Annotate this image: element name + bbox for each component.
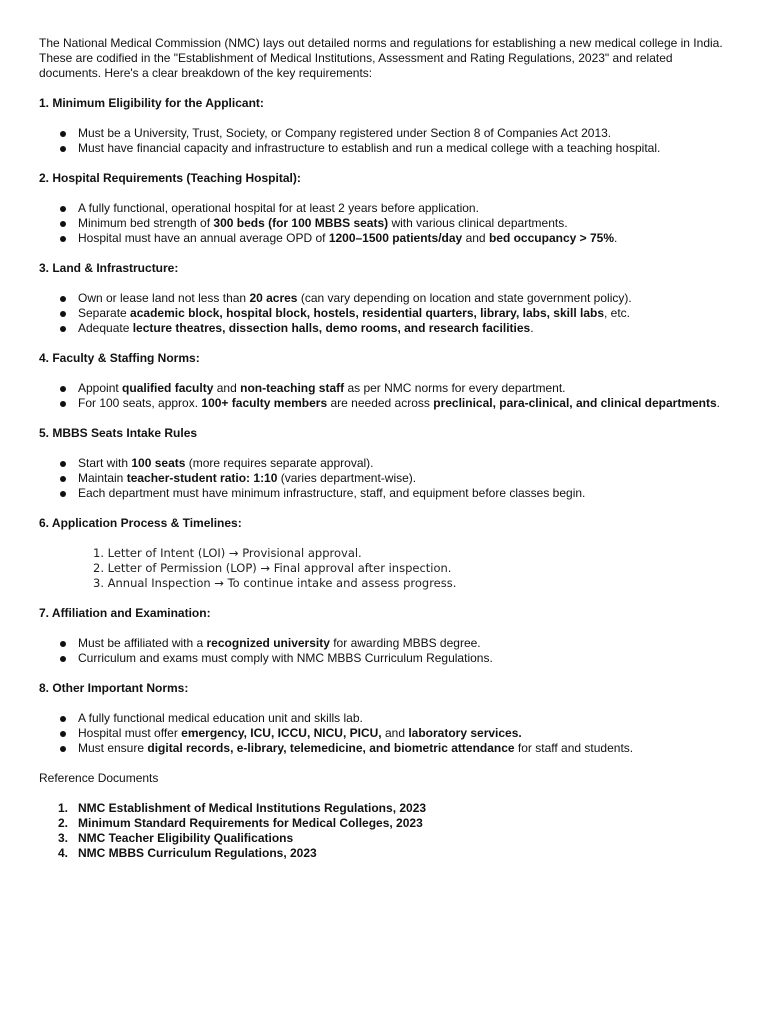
list-item [39, 456, 729, 471]
other-norms-list [39, 711, 729, 756]
bold-text: digital records, e-library, telemedicine, and biometric attendance [147, 741, 515, 755]
seats-list [39, 456, 729, 501]
text-run: (more requires separate approval). [185, 456, 374, 470]
text-run: . [614, 231, 618, 245]
list-item [39, 396, 729, 411]
list-item: Each department must have minimum infrastructure, staff, and equipment before classes begin. [39, 486, 729, 501]
section-title-land: 3. Land & Infrastructure: [39, 261, 179, 275]
reference-number: 3. [58, 831, 69, 845]
text-run: Hospital must offer [78, 726, 182, 740]
application-steps-list [39, 546, 729, 591]
text-run: Must be affiliated with a [78, 636, 207, 650]
text-run: Appoint [78, 381, 123, 395]
list-item: 1. Letter of Intent (LOI) → Provisional approval. [93, 546, 362, 560]
reference-item [39, 816, 729, 831]
text-run: are needed across [327, 396, 434, 410]
faculty-list [39, 381, 729, 411]
text-run: Separate [78, 306, 131, 320]
section-title-seats: 5. MBBS Seats Intake Rules [39, 426, 198, 440]
list-item: A fully functional medical education unit and skills lab. [39, 711, 729, 726]
bold-text: 100 seats [131, 456, 186, 470]
bold-text: qualified faculty [122, 381, 214, 395]
reference-documents-list [39, 801, 729, 861]
bold-text: 20 acres [249, 291, 298, 305]
section-title-affiliation: 7. Affiliation and Examination: [39, 606, 211, 620]
text-run: Adequate [78, 321, 133, 335]
bold-text: lecture theatres, dissection halls, demo rooms, and research facilities [132, 321, 531, 335]
text-run: with various clinical departments. [388, 216, 568, 230]
bold-text: 1200–1500 patients/day [328, 231, 463, 245]
reference-documents-heading: Reference Documents [39, 771, 159, 785]
text-run: . [530, 321, 534, 335]
reference-title: NMC MBBS Curriculum Regulations, 2023 [78, 846, 317, 860]
reference-title: Minimum Standard Requirements for Medical Colleges, 2023 [78, 816, 423, 830]
text-run: Start with [78, 456, 132, 470]
text-run: as per NMC norms for every department. [344, 381, 566, 395]
list-item: 3. Annual Inspection → To continue intake and assess progress. [93, 576, 457, 590]
reference-item [39, 801, 729, 816]
text-run: , etc. [604, 306, 631, 320]
list-item [39, 726, 729, 741]
text-run: for staff and students. [514, 741, 634, 755]
text-run: Must ensure [78, 741, 148, 755]
text-run: (varies department-wise). [277, 471, 417, 485]
list-item [39, 216, 729, 231]
bold-text: preclinical, para-clinical, and clinical departments [433, 396, 717, 410]
bold-text: bed occupancy > 75% [488, 231, 614, 245]
list-item [39, 471, 729, 486]
list-item [39, 636, 729, 651]
reference-number: 1. [58, 801, 69, 815]
list-item [39, 381, 729, 396]
list-item: Curriculum and exams must comply with NMC MBBS Curriculum Regulations. [39, 651, 729, 666]
section-title-faculty: 4. Faculty & Staffing Norms: [39, 351, 200, 365]
text-run: Maintain [78, 471, 127, 485]
section-title-application: 6. Application Process & Timelines: [39, 516, 242, 530]
reference-number: 4. [58, 846, 69, 860]
text-run: (can vary depending on location and state government policy). [297, 291, 632, 305]
bold-text: teacher-student ratio: 1:10 [126, 471, 278, 485]
text-run: For 100 seats, approx. [78, 396, 202, 410]
bold-text: 300 beds (for 100 MBBS seats) [213, 216, 389, 230]
reference-number: 2. [58, 816, 69, 830]
text-run: . [716, 396, 721, 410]
list-item: Must have financial capacity and infrastructure to establish and run a medical college with a teaching hospital. [39, 141, 729, 156]
text-run: Own or lease land not less than [78, 291, 250, 305]
text-run: Hospital must have an annual average OPD of [78, 231, 329, 245]
text-run: and [462, 231, 489, 245]
bold-text: laboratory services. [408, 726, 522, 740]
list-item [39, 741, 729, 756]
reference-title: NMC Teacher Eligibility Qualifications [78, 831, 294, 845]
bold-text: recognized university [206, 636, 330, 650]
list-item: A fully functional, operational hospital for at least 2 years before application. [39, 201, 729, 216]
land-list [39, 291, 729, 336]
bold-text: 100+ faculty members [201, 396, 328, 410]
text-run: for awarding MBBS degree. [329, 636, 481, 650]
reference-item [39, 846, 729, 861]
list-item: 2. Letter of Permission (LOP) → Final approval after inspection. [93, 561, 452, 575]
list-item [39, 231, 729, 246]
list-item: Must be a University, Trust, Society, or Company registered under Section 8 of Companies Act 2013. [39, 126, 729, 141]
list-item [39, 291, 729, 306]
eligibility-list [39, 126, 729, 156]
section-title-eligibility: 1. Minimum Eligibility for the Applicant: [39, 96, 264, 110]
list-item [39, 306, 729, 321]
affiliation-list [39, 636, 729, 666]
hospital-list [39, 201, 729, 246]
text-run: and [381, 726, 409, 740]
text-run: and [213, 381, 241, 395]
bold-text: academic block, hospital block, hostels, residential quarters, library, labs, skill labs [130, 306, 604, 320]
bold-text: non-teaching staff [240, 381, 345, 395]
section-title-hospital: 2. Hospital Requirements (Teaching Hospital): [39, 171, 301, 185]
reference-title: NMC Establishment of Medical Institutions Regulations, 2023 [78, 801, 427, 815]
section-title-other-norms: 8. Other Important Norms: [39, 681, 189, 695]
text-run: Minimum bed strength of [78, 216, 214, 230]
reference-item [39, 831, 729, 846]
bold-text: emergency, ICU, ICCU, NICU, PICU, [181, 726, 382, 740]
list-item [39, 321, 729, 336]
intro-paragraph: The National Medical Commission (NMC) lays out detailed norms and regulations for establishing a new medical college in India. These are codified in the "Establishment of Medical Institutions, Assessment and Rating Regulations, 2023" and related documents. Here's a clear breakdown of the key requirements: [39, 36, 723, 80]
